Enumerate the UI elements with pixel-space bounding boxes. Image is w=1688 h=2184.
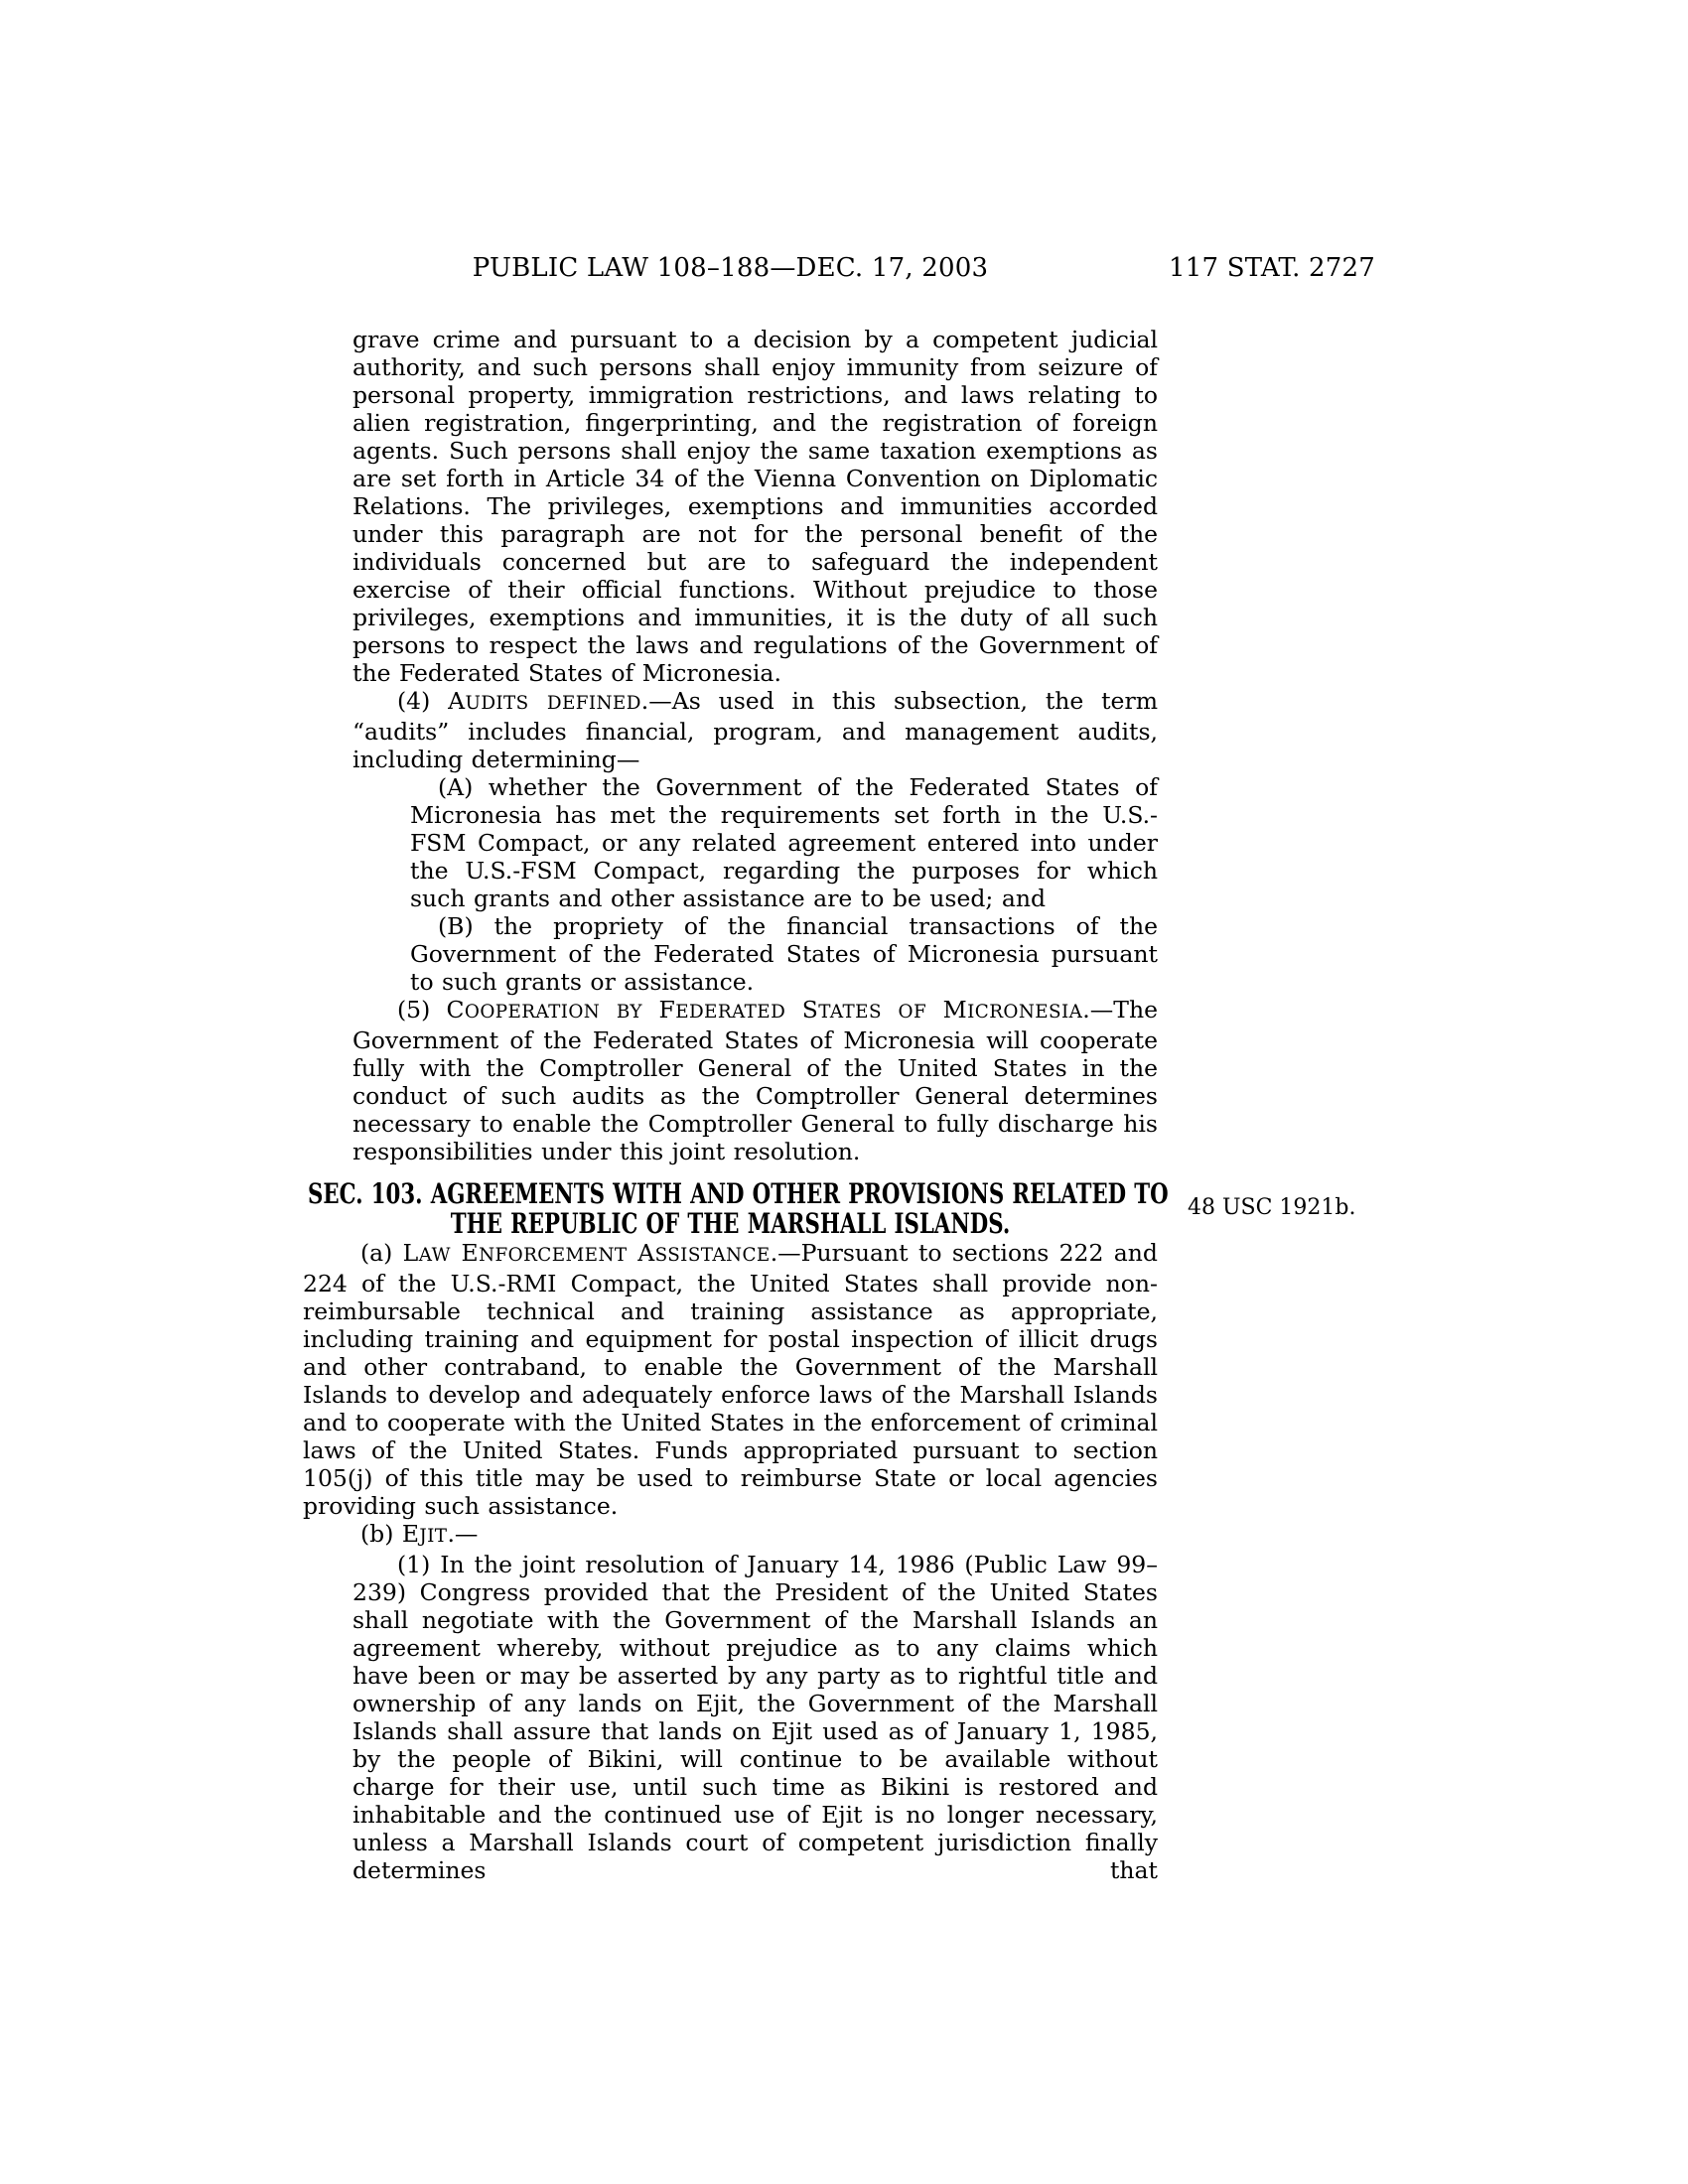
paragraph-4-audits-defined: (4) AUDITS DEFINED.—As used in this subsection, the term “audits” includes financial, program, and management audits, including determining— (352, 687, 1158, 773)
continuation-paragraph: grave crime and pursuant to a decision by a competent judicial authority, and such persons shall enjoy immunity from seizure of personal property, immigration restrictions, and laws relating to alien registration, fingerprinting, and the registration of foreign agents. Such persons shall enjoy the same taxation exemptions as are set forth in Article 34 of the Vienna Convention on Diplomatic Relations. The privileges, exemptions and immunities accorded under this paragraph are not for the personal benefit of the individuals concerned but are to safeguard the independent exercise of their official functions. Without prejudice to those privileges, exemptions and immunities, it is the duty of all such persons to respect the laws and regulations of the Government of the Federated States of Micronesia. (352, 326, 1158, 687)
margin-note-usc-citation: 48 USC 1921b. (1188, 1195, 1356, 1220)
subsection-b-ejit: (b) EJIT.— (360, 1520, 479, 1548)
small-caps-run: LAW ENFORCEMENT ASSISTANCE (402, 1239, 771, 1267)
running-head-law-title: PUBLIC LAW 108–188—DEC. 17, 2003 (472, 253, 989, 283)
section-heading-line-1: SEC. 103. AGREEMENTS WITH AND OTHER PROVISIONS RELATED TO (308, 1177, 1169, 1210)
subsection-a-law-enforcement: (a) LAW ENFORCEMENT ASSISTANCE.—Pursuant to sections 222 and 224 of the U.S.-RMI Compact, the United States shall provide non-reimbursable technical and training assistance as appropriate, including training and equipment for postal inspection of illicit drugs and other contraband, to enable the Government of the Marshall Islands to develop and adequately enforce laws of the Marshall Islands and to cooperate with the United States in the enforcement of criminal laws of the United States. Funds appropriated pursuant to section 105(j) of this title may be used to reimburse State or local agencies providing such assistance. (303, 1239, 1158, 1520)
subparagraph-B: (B) the propriety of the financial transactions of the Government of the Federated States of Micronesia pursuant to such grants or assistance. (410, 912, 1158, 996)
sec-103-heading (303, 1177, 1169, 1240)
small-caps-run: EJIT (401, 1520, 448, 1548)
running-head-stat-number: 117 STAT. 2727 (1169, 253, 1375, 283)
paragraph-5-cooperation: (5) COOPERATION BY FEDERATED STATES OF MICRONESIA.—The Government of the Federated States of Micronesia will cooperate fully with the Comptroller General of the United States in the conduct of such audits as the Comptroller General determines necessary to enable the Comptroller General to fully discharge his responsibilities under this joint resolution. (352, 996, 1158, 1165)
subparagraph-A: (A) whether the Government of the Federated States of Micronesia has met the requirements set forth in the U.S.-FSM Compact, or any related agreement entered into under the U.S.-FSM Compact, regarding the purposes for which such grants and other assistance are to be used; and (410, 773, 1158, 912)
section-heading-line-2: THE REPUBLIC OF THE MARSHALL ISLANDS. (450, 1207, 1011, 1240)
small-caps-run: COOPERATION BY FEDERATED STATES OF MICRONESIA (446, 996, 1083, 1024)
body-text (303, 326, 1169, 1884)
paragraph-b-1: (1) In the joint resolution of January 14, 1986 (Public Law 99–239) Congress provided that the President of the United States shall negotiate with the Government of the Marshall Islands an agreement whereby, without prejudice as to any claims which have been or may be asserted by any party as to rightful title and ownership of any lands on Ejit, the Government of the Marshall Islands shall assure that lands on Ejit used as of January 1, 1985, by the people of Bikini, will continue to be available without charge for their use, until such time as Bikini is restored and inhabitable and the continued use of Ejit is no longer necessary, unless a Marshall Islands court of competent jurisdiction finally determines that (352, 1551, 1158, 1884)
small-caps-run: AUDITS DEFINED (448, 687, 641, 715)
